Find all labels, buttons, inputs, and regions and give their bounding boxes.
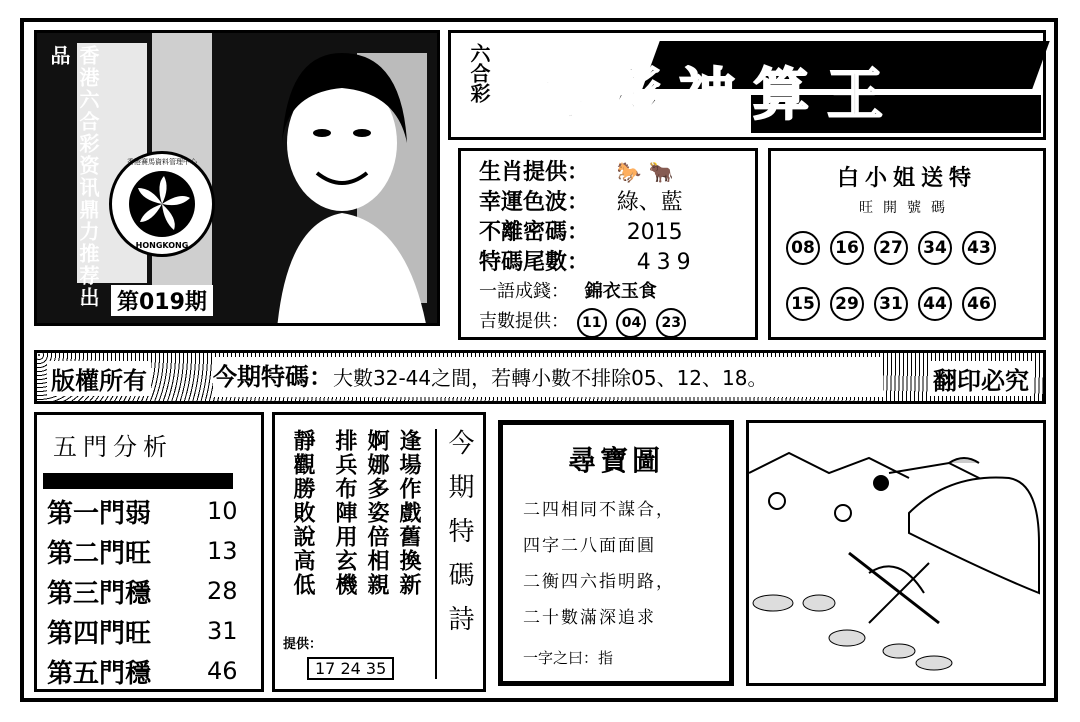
gates-list [47,491,257,691]
info-value: 439 [636,250,697,275]
poem-col-2: 婀娜多姿倍相親 [364,429,389,597]
gate-label: 第五門穩 [47,658,152,689]
lucky-ball: 04 [616,308,646,338]
provide-numbers: 17 24 35 [307,657,394,680]
gate-label: 第一門弱 [47,498,152,529]
info-box [458,148,758,340]
main-title: 博彩神算王 [531,62,901,128]
gates-title: 五門分析 [53,433,173,461]
gates-divider [43,473,233,489]
info-value: 綠、藍 [616,190,683,215]
number-ball: 43 [962,231,996,265]
treasure-footer: 一字之曰：指 [523,649,614,667]
emblem-label: HONGKONG [135,241,189,250]
info-row-phrase [479,277,657,303]
lhc-label: 六合彩 [467,43,491,103]
poem-col-1: 逢場作戲舊換新 [396,429,421,597]
gate-value: 13 [207,537,238,565]
treasure-line: 四字二八面面圓 [523,536,656,556]
treasure-title: 尋寶圖 [567,444,664,477]
number-ball: 15 [786,287,820,321]
gate-row [47,491,257,531]
gates-box [34,412,264,692]
info-label: 不離密碼： [479,220,590,245]
gate-row [47,571,257,611]
banner-right: 翻印必究 [929,361,1033,396]
banner-label: 今期特碼： [213,363,333,391]
bauhinia-icon [112,154,212,254]
number-ball: 34 [918,231,952,265]
info-label: 一語成錢： [479,281,569,302]
recommend-box [768,148,1046,340]
gate-label: 第二門旺 [47,538,152,569]
poem-box [272,412,486,692]
recommend-title: 白小姐送特 [836,165,977,191]
info-label: 吉數提供： [479,311,569,332]
emblem-ring-text: 香港賽馬資料管理中心 [127,158,197,166]
gate-label: 第三門穩 [47,578,152,609]
info-row-tail [479,245,697,276]
info-row-code [479,215,683,246]
zodiac-icon: 🐎 🐂 [616,160,674,184]
info-label: 特碼尾數： [479,250,590,275]
lucky-ball: 23 [656,308,686,338]
poem-col-3: 排兵布陣用玄機 [332,429,357,597]
issue-number: 第019期 [111,285,213,316]
treasure-line: 二四相同不謀合， [523,500,675,520]
treasure-line: 二十數滿深追求 [523,608,656,628]
ball-row-2 [781,287,1001,321]
number-ball: 16 [830,231,864,265]
number-ball: 31 [874,287,908,321]
info-label: 幸運色波： [479,190,590,215]
gate-value: 10 [207,497,238,525]
info-label: 生肖提供： [479,160,590,185]
hero-side-title: 香港六合彩资讯鼎力推荐出品 [47,45,100,309]
info-value: 2015 [626,220,683,245]
provide-label: 提供： [283,637,323,652]
info-row-lucky [479,307,688,338]
recommend-subtitle: 旺開號碼 [859,200,955,216]
landscape-sketch [746,420,1046,686]
info-row-zodiac [479,155,673,186]
number-ball: 29 [830,287,864,321]
gate-row [47,651,257,691]
treasure-line: 二衡四六指明路， [523,572,675,592]
hero-photo [34,30,440,326]
number-ball: 44 [918,287,952,321]
gate-value: 28 [207,577,238,605]
gate-label: 第四門旺 [47,618,152,649]
number-ball: 46 [962,287,996,321]
banner-left: 版權所有 [47,361,151,396]
number-ball: 27 [874,231,908,265]
info-row-color [479,185,683,216]
treasure-box [498,420,734,686]
poem-side-title: 今期特碼詩 [435,429,478,679]
number-ball: 08 [786,231,820,265]
gate-row [47,611,257,651]
poem-col-4: 靜觀勝敗說高低 [290,429,315,597]
gate-value: 46 [207,657,238,685]
gate-row [47,531,257,571]
landscape-illustration [749,423,1043,683]
gate-value: 31 [207,617,238,645]
ball-row-1 [781,231,1001,265]
lucky-ball: 11 [577,308,607,338]
header-title-box [448,30,1046,140]
special-banner [34,350,1046,404]
banner-text: 大數32-44之間，若轉小數不排除05、12、18。 [333,366,768,390]
info-value: 錦衣玉食 [584,281,657,302]
banner-text-area [213,357,883,397]
hk-emblem [109,151,215,257]
